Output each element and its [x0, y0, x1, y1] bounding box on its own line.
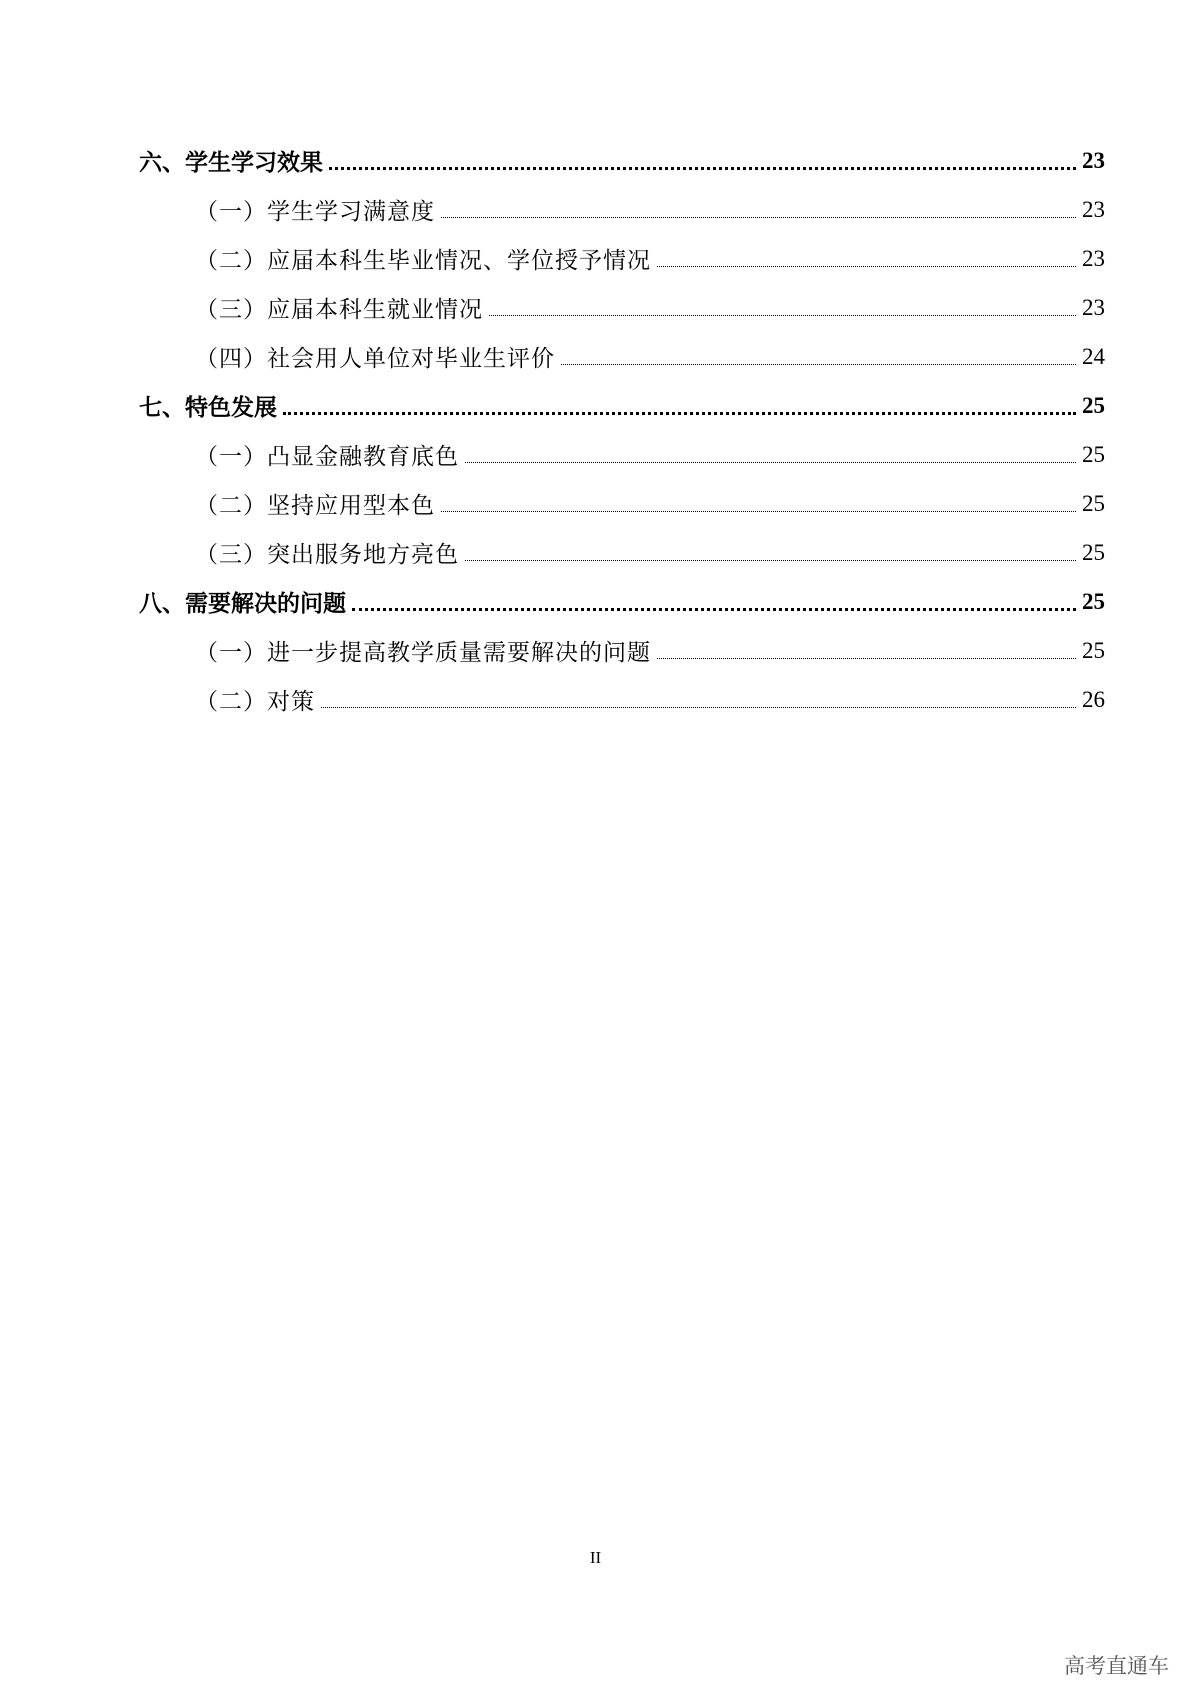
- toc-entry-section-6-4[interactable]: [139, 332, 1105, 381]
- toc-entry-page: 25: [1082, 392, 1105, 418]
- toc-entry-label: （三）应届本科生就业情况: [195, 297, 483, 323]
- page-number: II: [589, 1548, 602, 1567]
- toc-entry-page: 25: [1082, 441, 1105, 467]
- dot-leader: [283, 412, 1076, 415]
- toc-entry-page: 25: [1082, 490, 1105, 516]
- toc-entry-section-6-1[interactable]: [139, 185, 1105, 234]
- toc-entry-label: （三）突出服务地方亮色: [195, 542, 459, 568]
- toc-entry-section-7-2[interactable]: [139, 479, 1105, 528]
- dot-leader: [329, 167, 1076, 170]
- toc-entry-label: （二）坚持应用型本色: [195, 493, 435, 519]
- toc-entry-section-7-3[interactable]: [139, 528, 1105, 577]
- toc-entry-section-6-3[interactable]: [139, 283, 1105, 332]
- toc-entry-page: 25: [1082, 637, 1105, 663]
- toc-entry-page: 24: [1082, 343, 1105, 369]
- toc-entry-label: （四）社会用人单位对毕业生评价: [195, 346, 555, 372]
- toc-entry-page: 26: [1082, 686, 1105, 712]
- dot-leader: [465, 560, 1076, 561]
- toc-entry-page: 25: [1082, 588, 1105, 614]
- dot-leader: [657, 266, 1076, 267]
- toc-entry-section-6-2[interactable]: [139, 234, 1105, 283]
- watermark-text: 高考直通车: [1064, 1654, 1169, 1678]
- dot-leader: [441, 217, 1076, 218]
- dot-leader: [352, 608, 1076, 611]
- toc-entry-section-7-1[interactable]: [139, 430, 1105, 479]
- dot-leader: [489, 315, 1076, 316]
- toc-entry-section-8[interactable]: [139, 577, 1105, 626]
- toc-entry-label: （二）对策: [195, 689, 315, 715]
- toc-entry-page: 23: [1082, 245, 1105, 271]
- toc-entry-label: 六、学生学习效果: [139, 149, 323, 176]
- toc-entry-section-8-2[interactable]: [139, 675, 1105, 724]
- toc-entry-page: 23: [1082, 147, 1105, 173]
- toc-entry-page: 23: [1082, 294, 1105, 320]
- toc-entry-section-8-1[interactable]: [139, 626, 1105, 675]
- dot-leader: [465, 462, 1076, 463]
- dot-leader: [321, 707, 1076, 708]
- toc-entry-label: 八、需要解决的问题: [139, 590, 346, 617]
- toc-entry-page: 25: [1082, 539, 1105, 565]
- toc-entry-page: 23: [1082, 196, 1105, 222]
- toc-entry-label: （一）凸显金融教育底色: [195, 444, 459, 470]
- toc-entry-label: （一）进一步提高教学质量需要解决的问题: [195, 640, 651, 666]
- dot-leader: [561, 364, 1076, 365]
- toc-entry-label: （二）应届本科生毕业情况、学位授予情况: [195, 248, 651, 274]
- table-of-contents: [139, 136, 1105, 724]
- dot-leader: [441, 511, 1076, 512]
- toc-entry-section-6[interactable]: [139, 136, 1105, 185]
- toc-entry-label: 七、特色发展: [139, 394, 277, 421]
- dot-leader: [657, 658, 1076, 659]
- toc-entry-label: （一）学生学习满意度: [195, 199, 435, 225]
- toc-entry-section-7[interactable]: [139, 381, 1105, 430]
